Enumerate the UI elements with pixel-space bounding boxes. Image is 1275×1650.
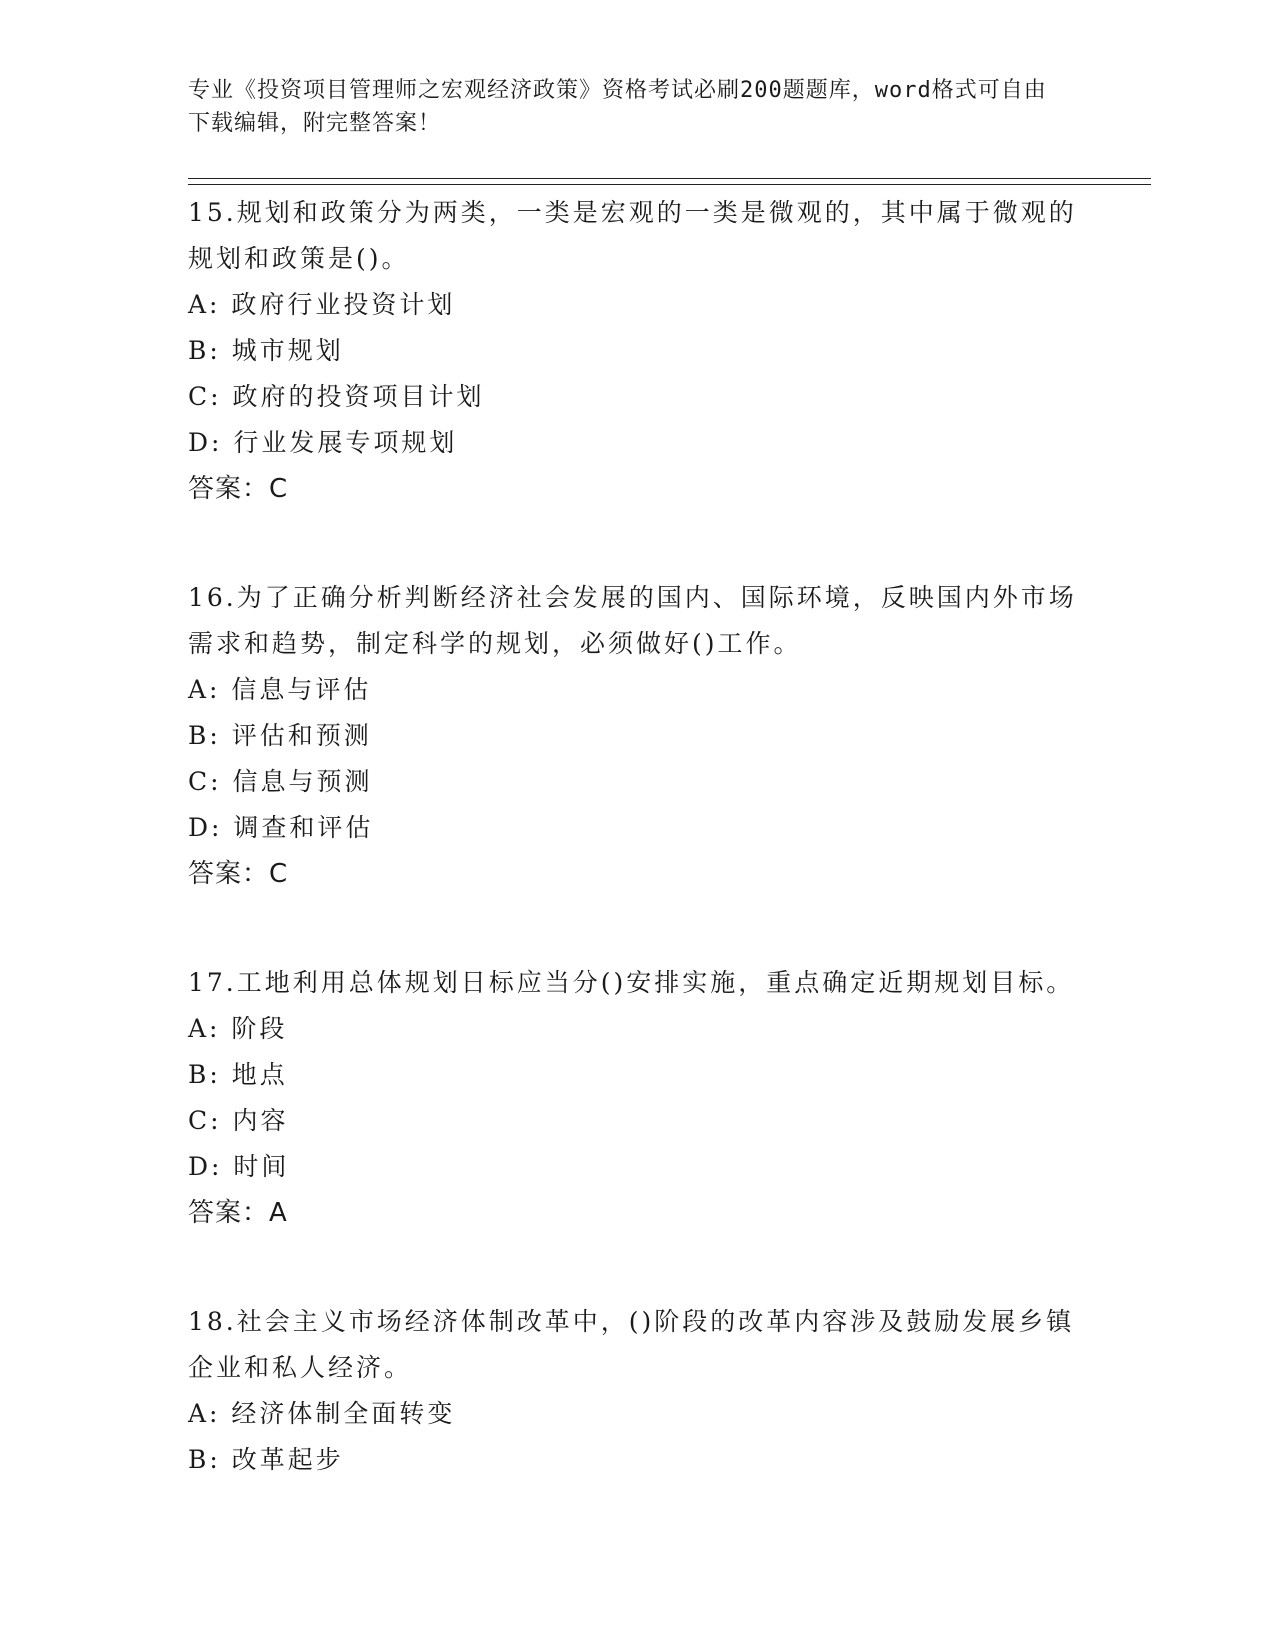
option-d: D: 调查和评估 [188,813,374,842]
question-stem: 18.社会主义市场经济体制改革中，()阶段的改革内容涉及鼓励发展乡镇企业和私人经济。 [188,1307,1075,1382]
option-b: B: 评估和预测 [188,721,372,750]
header-divider-top [188,178,1151,179]
option-a: A: 经济体制全面转变 [188,1399,456,1428]
question-list [188,190,1078,1483]
question-15 [188,190,1078,512]
option-a: A: 阶段 [188,1014,288,1043]
option-c: C: 内容 [188,1106,289,1135]
option-d: D: 时间 [188,1152,290,1181]
document-header: 专业《投资项目管理师之宏观经济政策》资格考试必刷200题题库，word格式可自由下载编辑，附完整答案！ [188,78,1047,136]
option-b: B: 城市规划 [188,336,344,365]
option-b: B: 改革起步 [188,1445,344,1474]
question-18 [188,1299,1078,1483]
option-a: A: 政府行业投资计划 [188,290,456,319]
question-17 [188,960,1078,1236]
option-a: A: 信息与评估 [188,675,372,704]
answer: 答案：A [188,1198,288,1228]
option-c: C: 政府的投资项目计划 [188,382,485,411]
header-divider-bottom [188,184,1151,185]
option-b: B: 地点 [188,1060,288,1089]
question-stem: 15.规划和政策分为两类，一类是宏观的一类是微观的，其中属于微观的规划和政策是()。 [188,198,1077,273]
option-c: C: 信息与预测 [188,767,373,796]
question-stem: 16.为了正确分析判断经济社会发展的国内、国际环境，反映国内外市场需求和趋势，制定科学的规划，必须做好()工作。 [188,583,1077,658]
answer: 答案：C [188,474,289,504]
answer: 答案：C [188,859,289,889]
question-16 [188,575,1078,897]
option-d: D: 行业发展专项规划 [188,428,458,457]
question-stem: 17.工地利用总体规划日标应当分()安排实施，重点确定近期规划目标。 [188,968,1075,997]
